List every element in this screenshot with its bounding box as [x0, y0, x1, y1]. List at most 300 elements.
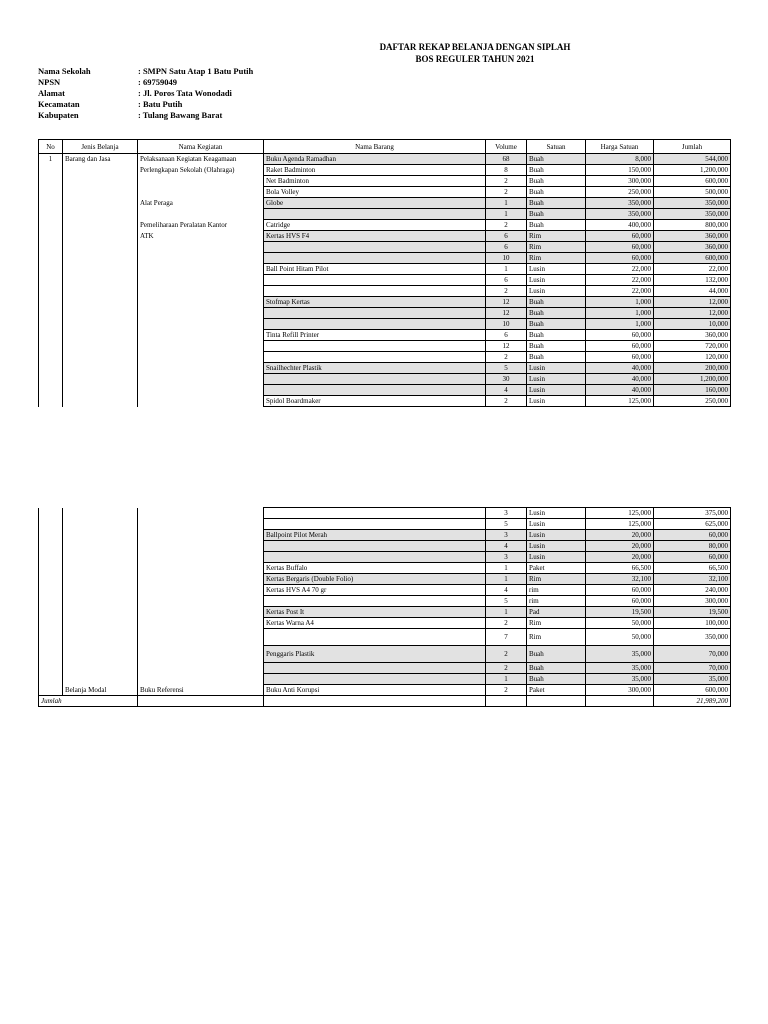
cell-nama-kegiatan: [138, 585, 264, 596]
cell-volume: 7: [486, 629, 527, 646]
cell-satuan: Lusin: [527, 530, 586, 541]
table-row: [39, 341, 731, 352]
cell-no: [39, 519, 63, 530]
total-empty-cell: [264, 696, 486, 707]
cell-nama-kegiatan: [138, 286, 264, 297]
cell-nama-barang: [264, 308, 486, 319]
cell-satuan: Buah: [527, 341, 586, 352]
cell-satuan: Lusin: [527, 541, 586, 552]
table-row: [39, 154, 731, 165]
cell-harga-satuan: 300,000: [586, 176, 654, 187]
cell-no: [39, 176, 63, 187]
info-key: Kecamatan: [38, 99, 80, 109]
cell-nama-barang: [264, 508, 486, 519]
cell-nama-kegiatan: [138, 341, 264, 352]
cell-nama-kegiatan: [138, 385, 264, 396]
header-jumlah: Jumlah: [654, 140, 731, 154]
cell-nama-kegiatan: Alat Peraga: [138, 198, 264, 209]
table-row: [39, 563, 731, 574]
cell-satuan: Buah: [527, 176, 586, 187]
table-row: [39, 508, 731, 519]
cell-satuan: Buah: [527, 209, 586, 220]
cell-harga-satuan: 250,000: [586, 187, 654, 198]
cell-no: [39, 585, 63, 596]
cell-jenis-belanja: [63, 663, 138, 674]
cell-no: [39, 629, 63, 646]
table-row: [39, 264, 731, 275]
cell-volume: 4: [486, 541, 527, 552]
cell-nama-kegiatan: [138, 674, 264, 685]
cell-harga-satuan: 35,000: [586, 663, 654, 674]
cell-no: [39, 319, 63, 330]
table-row: [39, 308, 731, 319]
table-row: [39, 297, 731, 308]
info-row-nama-sekolah: [38, 66, 253, 77]
header-volume: Volume: [486, 140, 527, 154]
cell-harga-satuan: 8,000: [586, 154, 654, 165]
cell-harga-satuan: 19,500: [586, 607, 654, 618]
cell-volume: 2: [486, 685, 527, 696]
table-row: [39, 319, 731, 330]
table-row: [39, 253, 731, 264]
cell-volume: 1: [486, 563, 527, 574]
cell-satuan: Buah: [527, 154, 586, 165]
cell-nama-barang: Raket Badminton: [264, 165, 486, 176]
cell-jenis-belanja: [63, 385, 138, 396]
belanja-table-page1: [38, 139, 731, 407]
cell-jenis-belanja: [63, 330, 138, 341]
cell-volume: 1: [486, 198, 527, 209]
cell-jumlah: 35,000: [654, 674, 731, 685]
info-key: Alamat: [38, 88, 65, 98]
cell-jumlah: 70,000: [654, 646, 731, 663]
cell-nama-kegiatan: Perlengkapan Sekolah (Olahraga): [138, 165, 264, 176]
cell-no: [39, 374, 63, 385]
cell-volume: 1: [486, 264, 527, 275]
cell-harga-satuan: 22,000: [586, 275, 654, 286]
cell-satuan: Buah: [527, 198, 586, 209]
cell-jenis-belanja: [63, 585, 138, 596]
cell-jumlah: 10,000: [654, 319, 731, 330]
table-row: [39, 674, 731, 685]
cell-no: [39, 165, 63, 176]
cell-nama-kegiatan: [138, 297, 264, 308]
cell-nama-kegiatan: [138, 629, 264, 646]
cell-harga-satuan: 60,000: [586, 253, 654, 264]
school-info: [38, 66, 253, 121]
info-value: : 69759049: [138, 77, 177, 87]
cell-harga-satuan: 35,000: [586, 674, 654, 685]
cell-harga-satuan: 20,000: [586, 552, 654, 563]
cell-satuan: Buah: [527, 308, 586, 319]
cell-no: [39, 552, 63, 563]
table-row: [39, 629, 731, 646]
table-row: [39, 220, 731, 231]
cell-jenis-belanja: [63, 530, 138, 541]
cell-harga-satuan: 150,000: [586, 165, 654, 176]
cell-volume: 2: [486, 176, 527, 187]
cell-harga-satuan: 1,000: [586, 319, 654, 330]
cell-harga-satuan: 32,100: [586, 574, 654, 585]
table-row: [39, 286, 731, 297]
info-key: NPSN: [38, 77, 61, 87]
total-row: [39, 696, 731, 707]
cell-nama-kegiatan: [138, 607, 264, 618]
cell-harga-satuan: 50,000: [586, 629, 654, 646]
cell-jumlah: 800,000: [654, 220, 731, 231]
cell-no: [39, 231, 63, 242]
cell-nama-kegiatan: Buku Referensi: [138, 685, 264, 696]
cell-jumlah: 720,000: [654, 341, 731, 352]
cell-harga-satuan: 125,000: [586, 519, 654, 530]
cell-satuan: Lusin: [527, 264, 586, 275]
cell-volume: 1: [486, 607, 527, 618]
info-row-alamat: [38, 88, 253, 99]
info-value: : Batu Putih: [138, 99, 183, 109]
table-header-row: [39, 140, 731, 154]
cell-volume: 5: [486, 519, 527, 530]
header-harga-satuan: Harga Satuan: [586, 140, 654, 154]
cell-jumlah: 360,000: [654, 330, 731, 341]
cell-jumlah: 625,000: [654, 519, 731, 530]
cell-volume: 12: [486, 297, 527, 308]
cell-jenis-belanja: [63, 563, 138, 574]
cell-harga-satuan: 60,000: [586, 330, 654, 341]
cell-no: [39, 352, 63, 363]
cell-nama-barang: Penggaris Plastik: [264, 646, 486, 663]
cell-satuan: Lusin: [527, 363, 586, 374]
cell-no: [39, 297, 63, 308]
cell-no: [39, 363, 63, 374]
cell-no: [39, 385, 63, 396]
cell-jumlah: 240,000: [654, 585, 731, 596]
cell-nama-barang: Net Badminton: [264, 176, 486, 187]
cell-jumlah: 100,000: [654, 618, 731, 629]
table-row: [39, 541, 731, 552]
cell-nama-barang: [264, 519, 486, 530]
cell-jenis-belanja: [63, 341, 138, 352]
cell-jenis-belanja: [63, 552, 138, 563]
cell-jenis-belanja: [63, 396, 138, 407]
header-satuan: Satuan: [527, 140, 586, 154]
cell-satuan: Rim: [527, 618, 586, 629]
cell-satuan: Pad: [527, 607, 586, 618]
cell-volume: 12: [486, 341, 527, 352]
cell-satuan: Rim: [527, 253, 586, 264]
cell-satuan: Paket: [527, 563, 586, 574]
cell-no: [39, 187, 63, 198]
cell-jenis-belanja: [63, 275, 138, 286]
cell-volume: 3: [486, 508, 527, 519]
cell-jumlah: 22,000: [654, 264, 731, 275]
cell-satuan: Buah: [527, 165, 586, 176]
cell-satuan: Buah: [527, 663, 586, 674]
cell-nama-barang: [264, 674, 486, 685]
cell-nama-kegiatan: [138, 530, 264, 541]
cell-jumlah: 300,000: [654, 596, 731, 607]
cell-nama-barang: [264, 352, 486, 363]
cell-jenis-belanja: [63, 319, 138, 330]
cell-nama-barang: Spidol Boardmaker: [264, 396, 486, 407]
info-value: : SMPN Satu Atap 1 Batu Putih: [138, 66, 254, 76]
cell-volume: 3: [486, 552, 527, 563]
cell-harga-satuan: 60,000: [586, 352, 654, 363]
cell-harga-satuan: 22,000: [586, 264, 654, 275]
cell-harga-satuan: 60,000: [586, 341, 654, 352]
cell-harga-satuan: 20,000: [586, 530, 654, 541]
cell-nama-kegiatan: [138, 242, 264, 253]
header-no: No: [39, 140, 63, 154]
cell-jumlah: 500,000: [654, 187, 731, 198]
cell-volume: 2: [486, 618, 527, 629]
table-row: [39, 519, 731, 530]
cell-no: [39, 341, 63, 352]
table-row: [39, 352, 731, 363]
cell-satuan: Lusin: [527, 374, 586, 385]
cell-volume: 2: [486, 646, 527, 663]
cell-satuan: Lusin: [527, 519, 586, 530]
cell-no: [39, 253, 63, 264]
cell-nama-kegiatan: [138, 319, 264, 330]
cell-no: [39, 646, 63, 663]
cell-jumlah: 32,100: [654, 574, 731, 585]
cell-harga-satuan: 1,000: [586, 297, 654, 308]
cell-no: [39, 541, 63, 552]
cell-no: [39, 685, 63, 696]
cell-nama-kegiatan: [138, 541, 264, 552]
cell-satuan: rim: [527, 596, 586, 607]
cell-jenis-belanja: [63, 264, 138, 275]
table-row: [39, 176, 731, 187]
cell-jenis-belanja: [63, 242, 138, 253]
cell-no: [39, 220, 63, 231]
cell-no: [39, 396, 63, 407]
cell-satuan: Lusin: [527, 508, 586, 519]
table-row: [39, 596, 731, 607]
cell-nama-kegiatan: [138, 176, 264, 187]
cell-volume: 12: [486, 308, 527, 319]
cell-jumlah: 66,500: [654, 563, 731, 574]
cell-volume: 2: [486, 663, 527, 674]
cell-jumlah: 160,000: [654, 385, 731, 396]
cell-jenis-belanja: [63, 352, 138, 363]
cell-harga-satuan: 125,000: [586, 508, 654, 519]
cell-jenis-belanja: [63, 574, 138, 585]
total-empty-cell: [138, 696, 264, 707]
table-row: [39, 198, 731, 209]
cell-satuan: Buah: [527, 187, 586, 198]
cell-satuan: Rim: [527, 242, 586, 253]
cell-harga-satuan: 35,000: [586, 646, 654, 663]
cell-satuan: Buah: [527, 352, 586, 363]
cell-volume: 1: [486, 674, 527, 685]
table-row: [39, 618, 731, 629]
cell-satuan: Buah: [527, 319, 586, 330]
cell-no: [39, 574, 63, 585]
cell-nama-kegiatan: [138, 374, 264, 385]
cell-jenis-belanja: [63, 541, 138, 552]
cell-volume: 2: [486, 220, 527, 231]
cell-jenis-belanja: [63, 198, 138, 209]
cell-no: [39, 508, 63, 519]
cell-jenis-belanja: [63, 674, 138, 685]
cell-volume: 10: [486, 253, 527, 264]
cell-jenis-belanja: [63, 629, 138, 646]
cell-harga-satuan: 66,500: [586, 563, 654, 574]
cell-nama-kegiatan: [138, 508, 264, 519]
cell-satuan: Buah: [527, 297, 586, 308]
cell-satuan: rim: [527, 585, 586, 596]
cell-jenis-belanja: Belanja Modal: [63, 685, 138, 696]
cell-nama-barang: [264, 319, 486, 330]
cell-harga-satuan: 350,000: [586, 198, 654, 209]
cell-nama-kegiatan: [138, 396, 264, 407]
cell-jumlah: 600,000: [654, 253, 731, 264]
cell-harga-satuan: 1,000: [586, 308, 654, 319]
cell-harga-satuan: 40,000: [586, 385, 654, 396]
table-row: [39, 385, 731, 396]
cell-nama-barang: [264, 385, 486, 396]
cell-jumlah: 80,000: [654, 541, 731, 552]
cell-volume: 1: [486, 574, 527, 585]
cell-satuan: Rim: [527, 231, 586, 242]
cell-nama-kegiatan: [138, 618, 264, 629]
cell-harga-satuan: 400,000: [586, 220, 654, 231]
cell-jenis-belanja: [63, 176, 138, 187]
cell-jumlah: 375,000: [654, 508, 731, 519]
info-row-kabupaten: [38, 110, 253, 121]
cell-no: [39, 264, 63, 275]
cell-volume: 6: [486, 275, 527, 286]
cell-nama-barang: Snailhechter Plastik: [264, 363, 486, 374]
cell-nama-kegiatan: [138, 209, 264, 220]
cell-jenis-belanja: [63, 618, 138, 629]
cell-nama-kegiatan: [138, 330, 264, 341]
cell-no: [39, 209, 63, 220]
table-row: [39, 574, 731, 585]
cell-nama-barang: Tinta Refill Printer: [264, 330, 486, 341]
cell-no: [39, 663, 63, 674]
cell-jumlah: 544,000: [654, 154, 731, 165]
cell-volume: 2: [486, 352, 527, 363]
cell-volume: 5: [486, 363, 527, 374]
cell-nama-barang: [264, 596, 486, 607]
cell-volume: 10: [486, 319, 527, 330]
header-jenis-belanja: Jenis Belanja: [63, 140, 138, 154]
table-row: [39, 646, 731, 663]
cell-nama-barang: Catridge: [264, 220, 486, 231]
cell-harga-satuan: 20,000: [586, 541, 654, 552]
cell-harga-satuan: 40,000: [586, 363, 654, 374]
table-row: [39, 685, 731, 696]
info-key: Kabupaten: [38, 110, 79, 120]
cell-nama-kegiatan: ATK: [138, 231, 264, 242]
table-row: [39, 231, 731, 242]
cell-volume: 68: [486, 154, 527, 165]
cell-volume: 8: [486, 165, 527, 176]
cell-nama-kegiatan: [138, 663, 264, 674]
cell-nama-barang: Kertas Warna A4: [264, 618, 486, 629]
cell-nama-barang: [264, 629, 486, 646]
cell-jumlah: 12,000: [654, 297, 731, 308]
cell-jenis-belanja: [63, 209, 138, 220]
cell-nama-barang: Ball Point Hitam Pilot: [264, 264, 486, 275]
cell-jenis-belanja: [63, 165, 138, 176]
cell-nama-barang: Kertas HVS A4 70 gr: [264, 585, 486, 596]
cell-jenis-belanja: [63, 297, 138, 308]
table-row: [39, 374, 731, 385]
cell-jumlah: 132,000: [654, 275, 731, 286]
cell-volume: 1: [486, 209, 527, 220]
header-nama-barang: Nama Barang: [264, 140, 486, 154]
cell-nama-barang: Buku Agenda Ramadhan: [264, 154, 486, 165]
cell-nama-barang: Stofmap Kertas: [264, 297, 486, 308]
cell-nama-kegiatan: [138, 275, 264, 286]
cell-nama-kegiatan: [138, 552, 264, 563]
cell-satuan: Buah: [527, 330, 586, 341]
cell-volume: 6: [486, 242, 527, 253]
cell-jumlah: 600,000: [654, 685, 731, 696]
document-title: DAFTAR REKAP BELANJA DENGAN SIPLAH: [379, 42, 571, 52]
cell-volume: 2: [486, 286, 527, 297]
cell-satuan: Buah: [527, 674, 586, 685]
cell-jumlah: 350,000: [654, 209, 731, 220]
cell-jumlah: 250,000: [654, 396, 731, 407]
cell-nama-kegiatan: [138, 574, 264, 585]
cell-no: [39, 308, 63, 319]
cell-jenis-belanja: [63, 374, 138, 385]
cell-jumlah: 60,000: [654, 552, 731, 563]
total-empty-cell: [586, 696, 654, 707]
cell-satuan: Buah: [527, 646, 586, 663]
cell-no: [39, 530, 63, 541]
cell-jenis-belanja: [63, 363, 138, 374]
cell-no: [39, 563, 63, 574]
cell-satuan: Lusin: [527, 396, 586, 407]
cell-no: [39, 330, 63, 341]
cell-jumlah: 19,500: [654, 607, 731, 618]
cell-volume: 2: [486, 187, 527, 198]
cell-jenis-belanja: [63, 286, 138, 297]
cell-nama-kegiatan: [138, 563, 264, 574]
cell-nama-barang: Buku Anti Korupsi: [264, 685, 486, 696]
cell-jenis-belanja: [63, 187, 138, 198]
cell-nama-barang: Globe: [264, 198, 486, 209]
table-row: [39, 242, 731, 253]
table-row: [39, 530, 731, 541]
cell-jumlah: 1,200,000: [654, 374, 731, 385]
cell-satuan: Lusin: [527, 286, 586, 297]
cell-nama-barang: [264, 541, 486, 552]
cell-volume: 30: [486, 374, 527, 385]
cell-jenis-belanja: [63, 519, 138, 530]
cell-jenis-belanja: [63, 646, 138, 663]
cell-nama-kegiatan: [138, 352, 264, 363]
cell-nama-barang: [264, 663, 486, 674]
cell-jumlah: 350,000: [654, 198, 731, 209]
cell-jumlah: 200,000: [654, 363, 731, 374]
cell-satuan: Rim: [527, 629, 586, 646]
cell-jenis-belanja: [63, 308, 138, 319]
cell-harga-satuan: 50,000: [586, 618, 654, 629]
info-row-kecamatan: [38, 99, 253, 110]
cell-no: [39, 242, 63, 253]
cell-jumlah: 120,000: [654, 352, 731, 363]
table-row: [39, 607, 731, 618]
cell-harga-satuan: 40,000: [586, 374, 654, 385]
cell-satuan: Buah: [527, 220, 586, 231]
cell-nama-barang: [264, 286, 486, 297]
